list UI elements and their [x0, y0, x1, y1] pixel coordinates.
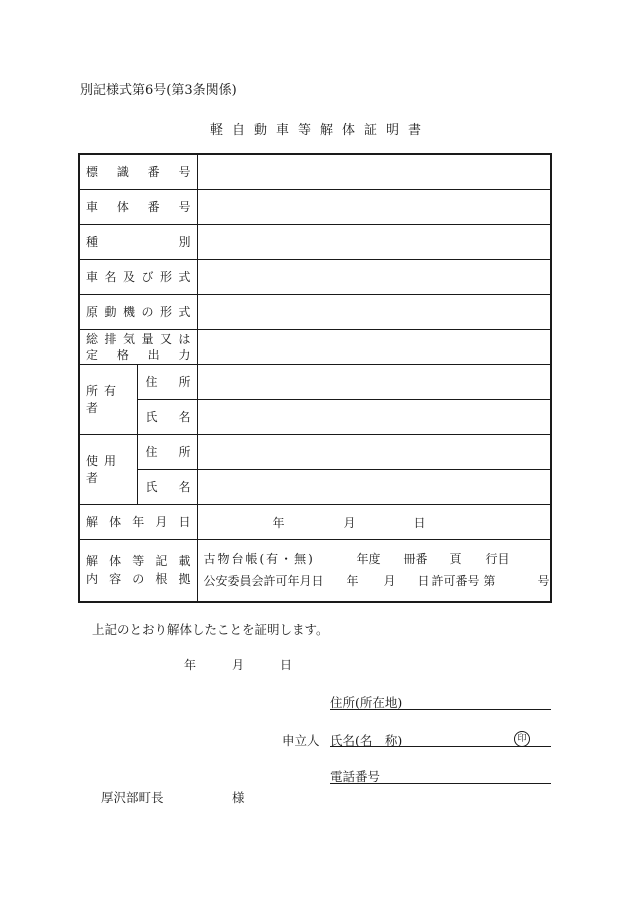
nendo-label: 年度 [356, 552, 381, 567]
row-plate-number [79, 154, 551, 189]
addressee-mayor: 厚沢部町長 [101, 790, 164, 805]
sign-date-year: 年 [184, 658, 197, 672]
permit-year: 年 [346, 574, 359, 589]
applicant-name-line[interactable] [330, 746, 551, 747]
applicant-label: 申立人 [282, 733, 320, 748]
sign-date-month: 月 [232, 658, 245, 672]
applicant-address-line[interactable] [330, 709, 551, 710]
row-chassis-number [79, 189, 551, 224]
label-owner: 所有者 [79, 364, 137, 434]
label-scrap-date: 解 体 年 月 日 [86, 515, 191, 529]
row-owner-name [79, 399, 551, 434]
field-user-name[interactable] [197, 469, 551, 504]
applicant-phone-label: 電話番号 [330, 769, 381, 784]
label-displacement-line1: 総 排 気 量 又 は [86, 331, 191, 346]
scrap-date-day: 日 [413, 515, 426, 530]
applicant-phone-line[interactable] [330, 783, 551, 784]
row-user-address [79, 434, 551, 469]
label-type: 種 別 [86, 235, 191, 249]
row-basis [79, 539, 551, 602]
label-user-address: 住 所 [145, 445, 191, 459]
book-label: 冊番 [403, 552, 428, 567]
label-owner-address: 住 所 [145, 375, 191, 389]
label-model: 車 名 及 び 形 式 [86, 270, 191, 284]
label-chassis-number: 車 体 番 号 [86, 200, 191, 214]
label-user-name: 氏 名 [145, 480, 191, 494]
certification-statement: 上記のとおり解体したことを証明します。 [92, 622, 329, 637]
row-scrap-date [79, 504, 551, 539]
label-engine-model: 原 動 機 の 形 式 [86, 305, 191, 319]
form-reference: 別記様式第6号(第3条関係) [80, 83, 237, 98]
certificate-table [78, 153, 552, 603]
field-user-address[interactable] [197, 434, 551, 469]
row-model [79, 259, 551, 294]
permit-day: 日 [417, 574, 430, 589]
field-model[interactable] [197, 259, 551, 294]
sign-date-day: 日 [280, 658, 293, 672]
document-title: 軽自動車等解体証明書 [209, 123, 430, 138]
applicant-address-label: 住所(所在地) [330, 695, 403, 710]
row-displacement [79, 329, 551, 364]
label-user: 使用者 [79, 434, 137, 504]
scrap-date-month: 月 [343, 515, 356, 530]
applicant-name-label: 氏名(名 称) [330, 733, 403, 748]
permit-number-label: 許可番号 第 [431, 574, 496, 589]
permit-date-label: 公安委員会許可年月日 [203, 574, 324, 589]
ledger-label: 古物台帳(有・無) [203, 552, 315, 567]
field-scrap-date[interactable] [197, 504, 551, 539]
scrap-date-year: 年 [272, 515, 285, 530]
permit-gou: 号 [537, 574, 550, 589]
field-engine-model[interactable] [197, 294, 551, 329]
line-label: 行目 [485, 552, 510, 567]
row-user-name [79, 469, 551, 504]
label-owner-name: 氏 名 [145, 410, 191, 424]
label-basis-line1: 解 体 等 記 載 [86, 554, 191, 569]
field-owner-address[interactable] [197, 364, 551, 399]
label-basis-line2: 内 容 の 根 拠 [86, 572, 191, 587]
field-owner-name[interactable] [197, 399, 551, 434]
row-engine-model [79, 294, 551, 329]
label-plate-number: 標 識 番 号 [86, 165, 191, 180]
field-plate-number[interactable] [197, 154, 551, 189]
page-label: 頁 [449, 552, 462, 567]
label-displacement-line2: 定 格 出 力 [86, 347, 191, 362]
permit-month: 月 [383, 574, 396, 589]
field-type[interactable] [197, 224, 551, 259]
seal-mark: 印 [514, 731, 530, 747]
field-chassis-number[interactable] [197, 189, 551, 224]
row-owner-address [79, 364, 551, 399]
addressee-sama: 様 [232, 790, 245, 805]
field-displacement[interactable] [197, 329, 551, 364]
field-basis [197, 539, 551, 602]
row-type [79, 224, 551, 259]
